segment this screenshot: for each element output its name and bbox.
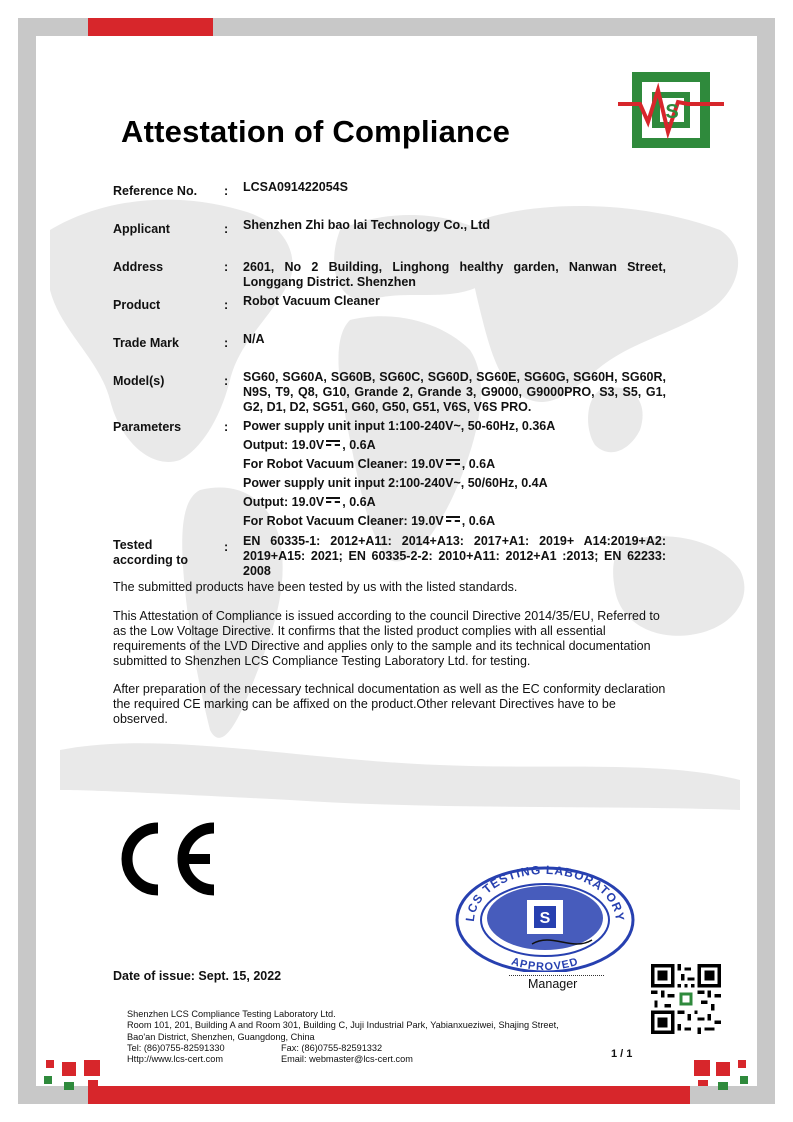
page-number: 1 / 1 [611, 1048, 633, 1060]
parameters-label: Parameters [113, 420, 182, 434]
models-label: Model(s) [113, 374, 165, 388]
colon: : [224, 420, 229, 434]
parameter-line [243, 495, 376, 510]
product-label: Product [113, 298, 161, 312]
address-label: Address [113, 260, 164, 274]
svg-text:S: S [539, 910, 551, 927]
decor-square [84, 1060, 100, 1076]
colon: : [224, 260, 229, 274]
parameter-line [243, 457, 495, 472]
footer-tel: Tel: (86)0755-82591330 [127, 1043, 225, 1053]
parameter-text: Output: 19.0V [243, 438, 325, 452]
logo-letters: S [665, 101, 679, 123]
bottom-red-bar [88, 1086, 690, 1104]
colon: : [224, 336, 229, 350]
decor-square [64, 1082, 74, 1090]
applicant-label: Applicant [113, 222, 170, 236]
parameter-text: For Robot Vacuum Cleaner: 19.0V [243, 514, 444, 528]
signature-line [509, 975, 604, 976]
parameter-line [243, 438, 376, 453]
address-value: 2601, No 2 Building, Linghong healthy garden, Nanwan Street, Longgang District. Shenzhen [243, 260, 666, 289]
stamp-bottom-text: APPROVED [509, 955, 581, 972]
decor-square [718, 1082, 728, 1090]
decor-square [44, 1076, 52, 1084]
footer-email: Email: webmaster@lcs-cert.com [281, 1054, 413, 1064]
decor-square [46, 1060, 54, 1068]
product-value: Robot Vacuum Cleaner [243, 294, 380, 308]
footer-address-line1: Room 101, 201, Building A and Room 301, Building C, Juji Industrial Park, Yabianxueziwei, Shajing Street, [127, 1020, 559, 1030]
tested-value: EN 60335-1: 2012+A11: 2014+A13: 2017+A1: 2019+ A14:2019+A2: 2019+A15: 2021; EN 60335-2-2: 2010+A11: 2012+A1 :2013; EN 62233: 2008 [243, 534, 666, 578]
footer-address-line2: Bao'an District, Shenzhen, Guangdong, China [127, 1032, 315, 1042]
dc-symbol-icon [326, 496, 340, 504]
dc-symbol-icon [446, 515, 460, 523]
parameter-line [243, 419, 555, 434]
paragraph: The submitted products have been tested by us with the listed standards. [113, 580, 518, 594]
parameter-text: , 0.6A [342, 438, 376, 452]
page-title: Attestation of Compliance [121, 114, 511, 149]
parameter-text: Power supply unit input 1:100-240V~, 50-60Hz, 0.36A [243, 419, 556, 433]
date-of-issue: Date of issue: Sept. 15, 2022 [113, 969, 282, 983]
colon: : [224, 222, 229, 236]
decor-square [740, 1076, 748, 1084]
reference-value: LCSA091422054S [243, 180, 348, 194]
decor-square [716, 1062, 730, 1076]
tested-label-line1: Tested [113, 538, 153, 552]
tested-label-line2: according to [113, 553, 189, 567]
colon: : [224, 374, 229, 388]
parameter-line [243, 476, 548, 491]
stamp-top-text: LCS TESTING LABORATORY [462, 862, 628, 923]
approved-stamp [452, 860, 638, 972]
parameter-text: , 0.6A [461, 514, 496, 528]
signature-role: Manager [528, 977, 578, 991]
models-value: SG60, SG60A, SG60B, SG60C, SG60D, SG60E, SG60G, SG60H, SG60R, N9S, T9, Q8, G10, Grande 2, Grande 3, G9000, G9000PRO, S3, S5, G1, G2, D1, D2, SG51, G60, G50, G51, V6S, V6S PRO. [243, 370, 666, 414]
parameter-text: Power supply unit input 2:100-240V~, 50/60Hz, 0.4A [243, 476, 548, 490]
footer-company: Shenzhen LCS Compliance Testing Laboratory Ltd. [127, 1009, 336, 1019]
paragraph: This Attestation of Compliance is issued according to the council Directive 2014/35/EU, Referred to as the Low Voltage Directive. It confirms that the listed product complies with all essential requirements of the LVD Directive and applies only to the sample and its technical documentation submitted to Shenzhen LCS Compliance Testing Laboratory Ltd. for testing. [113, 609, 660, 668]
parameter-text: , 0.6A [461, 457, 496, 471]
reference-label: Reference No. [113, 184, 198, 198]
parameter-text: , 0.6A [342, 495, 376, 509]
colon: : [224, 540, 229, 554]
decor-square [738, 1060, 746, 1068]
lcs-logo [618, 70, 724, 150]
footer-website: Http://www.lcs-cert.com [127, 1054, 223, 1064]
top-red-bar [88, 18, 213, 36]
parameter-text: Output: 19.0V [243, 495, 325, 509]
trade-mark-value: N/A [243, 332, 265, 346]
colon: : [224, 184, 229, 198]
qr-code [651, 964, 721, 1034]
trade-mark-label: Trade Mark [113, 336, 180, 350]
parameter-line [243, 514, 495, 529]
svg-text:APPROVED [510, 956, 580, 972]
dc-symbol-icon [446, 458, 460, 466]
footer-fax: Fax: (86)0755-82591332 [281, 1043, 383, 1053]
decor-square [698, 1080, 708, 1086]
colon: : [224, 298, 229, 312]
decor-square [694, 1060, 710, 1076]
dc-symbol-icon [326, 439, 340, 447]
applicant-value: Shenzhen Zhi bao lai Technology Co., Ltd [243, 218, 490, 232]
parameter-text: For Robot Vacuum Cleaner: 19.0V [243, 457, 444, 471]
ce-mark-icon [114, 820, 218, 898]
decor-square [62, 1062, 76, 1076]
decor-square [88, 1080, 98, 1086]
paragraph: After preparation of the necessary technical documentation as well as the EC conformity declaration the required CE marking can be affixed on the product.Other relevant Directives have to be observed. [113, 682, 666, 726]
